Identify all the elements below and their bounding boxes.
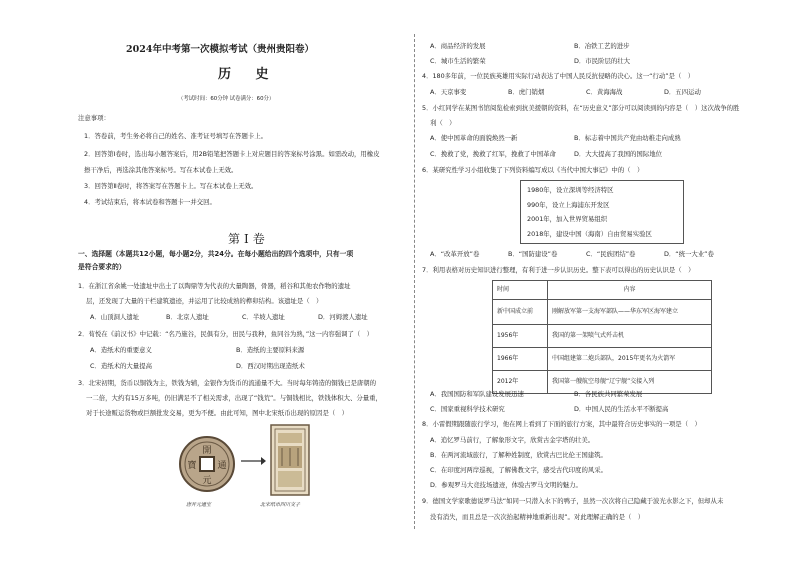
question-6-text: 6．某研究性学习小组收集了下列资料编写成以《当代中国大事记》中的（ ） bbox=[422, 166, 644, 174]
q7-option-d[interactable]: D．中国人民的生活水平不断提高 bbox=[574, 405, 669, 413]
notice-heading: 注意事项： bbox=[78, 114, 110, 122]
q8-option-d[interactable]: D．参观罗马大竞技场遗迹，体验古罗马文明的魅力。 bbox=[430, 481, 582, 489]
q4-option-d[interactable]: D．五四运动 bbox=[664, 88, 701, 96]
q3-option-b[interactable]: B．冶铁工艺的进步 bbox=[574, 42, 630, 50]
q6-event: 2001年，加入世界贸易组织 bbox=[527, 215, 608, 223]
left-column bbox=[78, 0, 408, 562]
coin-caption: 唐开元通宝 bbox=[186, 502, 212, 508]
table-header-row bbox=[493, 281, 712, 300]
q4-option-b[interactable]: B．虎门销烟 bbox=[508, 88, 545, 96]
question-8-text: 8．小雷假期跟随旅行学习，他在网上看到了下面的旅行方案，其中最符合历史事实的一项是（ ） bbox=[422, 420, 701, 428]
q6-option-c[interactable]: C．“民族团结”卷 bbox=[586, 250, 636, 258]
table-row bbox=[493, 325, 712, 348]
q4-option-c[interactable]: C．黄海海战 bbox=[586, 88, 623, 96]
q6-option-a[interactable]: A．“改革开放”卷 bbox=[430, 250, 480, 258]
q6-option-d[interactable]: D．“统一大业”卷 bbox=[664, 250, 714, 258]
column-divider bbox=[414, 34, 415, 529]
subject-title: 历 史 bbox=[218, 67, 279, 82]
q2-option-a[interactable]: A．造纸术的重要意义 bbox=[90, 346, 152, 354]
q6-event: 990年，设立上海浦东开发区 bbox=[527, 200, 610, 209]
table-header: 时间 bbox=[493, 281, 548, 300]
table-cell: 新中国成立前 bbox=[493, 300, 548, 325]
q1-option-b[interactable]: B．北京人遗址 bbox=[166, 313, 209, 321]
question-5-text: 利（ ） bbox=[430, 119, 456, 127]
q6-event: 2018年，建设中国（海南）自由贸易实验区 bbox=[527, 229, 652, 238]
table-cell: 我国第一艘航空母舰“辽宁舰”交接入列 bbox=[548, 371, 712, 394]
exam-title: 2024年中考第一次模拟考试（贵州贵阳卷） bbox=[126, 44, 314, 55]
section-title: 第Ⅰ卷 bbox=[228, 232, 269, 246]
table-cell: 刚解放军第一支海军部队——华东军区海军建立 bbox=[548, 300, 712, 325]
table-cell: 1956年 bbox=[493, 325, 548, 348]
q6-events-box bbox=[520, 180, 684, 244]
question-3-text: 对于长途贩运货物或巨额批发交易，更为不便。由此可知，图中北宋纸币出现的原因是（ ） bbox=[86, 409, 349, 417]
notice-item: 2．回答第Ⅰ卷时，选出每小题答案后，用2B铅笔把答题卡上对应题目的答案标号涂黑。如需改动，用橡皮 bbox=[84, 150, 380, 158]
svg-text:寶: 寶 bbox=[187, 461, 197, 471]
q3-option-d[interactable]: D．市民阶层的壮大 bbox=[574, 57, 631, 65]
notice-item: 1．答卷前，考生务必将自己的姓名、准考证号填写在答题卡上。 bbox=[84, 132, 268, 140]
section-instruction: 一、选择题（本题共12小题，每小题2分，共24分。在每小题给出的四个选项中，只有一项 bbox=[78, 250, 354, 258]
q6-option-b[interactable]: B．“国防建设”卷 bbox=[508, 250, 558, 258]
right-column bbox=[422, 0, 762, 562]
table-cell: 我国的第一架喷气式歼击机 bbox=[548, 325, 712, 348]
table-cell: 中国组建第二炮兵部队，2015年更名为火箭军 bbox=[548, 348, 712, 371]
table-row bbox=[493, 300, 712, 325]
question-5-text: 5．小红同学在某图书馆阅览检索到抗美援朝的资料，在“历史意义”部分可以阅读到的内容是（ ）这次战争的胜 bbox=[422, 104, 740, 112]
q1-option-a[interactable]: A．山顶洞人遗址 bbox=[90, 313, 140, 321]
question-1-text: 层，还发现了大量的干栏建筑遗迹，并运用了比较成熟的榫卯结构。该遗址是（ ） bbox=[86, 297, 323, 305]
q8-option-a[interactable]: A．追忆罗马前行，了解象形文字，欣赏古金字塔的壮美。 bbox=[430, 436, 595, 444]
q3-option-c[interactable]: C．城市生活的繁荣 bbox=[430, 57, 486, 65]
q8-option-b[interactable]: B．在两河流域旅行，了解种姓制度，欣赏古巴比伦王国建筑。 bbox=[430, 451, 607, 459]
q8-option-c[interactable]: C．在印度河两岸巡视，了解佛教文字，感受古代印度的风采。 bbox=[430, 466, 608, 474]
exam-info: （考试时间：60分钟 试卷满分：60分） bbox=[178, 96, 275, 102]
notice-item: 3．回答第Ⅱ卷时，将答案写在答题卡上。写在本试卷上无效。 bbox=[84, 182, 258, 190]
notice-item: 4．考试结束后，将本试卷和答题卡一并交回。 bbox=[84, 198, 216, 206]
q5-option-c[interactable]: C．挽救了党，挽救了红军，挽救了中国革命 bbox=[430, 150, 556, 158]
question-3-text: 3．北宋初期，货币以铜钱为主，铁钱为辅，金银作为货币的流通量不大。当时每年铸造的铜钱已是唐朝的 bbox=[78, 379, 377, 387]
table-cell: 1966年 bbox=[493, 348, 548, 371]
notice-item: 擦干净后，再选涂其他答案标号。写在本试卷上无效。 bbox=[84, 166, 238, 174]
q5-option-b[interactable]: B．标志着中国共产党由幼稚走向成熟 bbox=[574, 134, 681, 142]
kaiyuan-coin-image bbox=[178, 434, 236, 494]
question-9-text: 没有消失，而且总是一次次抬起精神地重新出现”。对此理解正确的是（ ） bbox=[430, 513, 645, 521]
arrow-icon bbox=[240, 455, 266, 467]
q7-option-a[interactable]: A．我国国防和军队建设发展迅速 bbox=[430, 390, 524, 398]
q5-option-a[interactable]: A．使中国革命的面貌焕然一新 bbox=[430, 134, 518, 142]
q3-option-a[interactable]: A．商品经济的发展 bbox=[430, 42, 486, 50]
question-2-text: 2．荀悦在《前汉书》中记载：“名乃施谷，民俱有分，田民与我种，鱼同谷为熟，”这一内容强调了（ ） bbox=[78, 330, 374, 338]
q7-option-c[interactable]: C．国家重视科学技术研究 bbox=[430, 405, 505, 413]
q1-option-c[interactable]: C．半坡人遗址 bbox=[242, 313, 285, 321]
question-4-text: 4．180多年前，一位民族英雄用实际行动表达了中国人民反抗侵略的决心。这一“行动”是（ ） bbox=[422, 72, 695, 80]
table-cell: 2012年 bbox=[493, 371, 548, 394]
svg-text:通: 通 bbox=[217, 461, 227, 471]
q4-option-a[interactable]: A．天京事变 bbox=[430, 88, 467, 96]
q7-table bbox=[492, 280, 712, 394]
section-instruction: 是符合要求的） bbox=[78, 263, 126, 271]
question-1-text: 1．在浙江省余姚一处遗址中出土了以陶鼎等为代表的大量陶器，骨器，稻谷和其他农作物的遗址 bbox=[78, 282, 351, 290]
q7-option-b[interactable]: B．各民族共同繁荣发展 bbox=[574, 390, 643, 398]
q2-option-c[interactable]: C．造纸术的大量提高 bbox=[90, 362, 152, 370]
question-3-text: 一二倍，大约有15万多吨，仍旧满足不了相关需求，出现了“钱荒”。与铜钱相比，铁钱体积大、分量重， bbox=[86, 394, 382, 402]
table-row bbox=[493, 348, 712, 371]
q1-option-d[interactable]: D．河姆渡人遗址 bbox=[318, 313, 368, 321]
question-7-text: 7．利用表格对历史知识进行整理，有利于进一步认识历史。整下表可以得出的历史认识是（ ） bbox=[422, 266, 695, 274]
jiaozi-caption: 北宋纸币四川交子 bbox=[260, 502, 301, 508]
svg-text:元: 元 bbox=[202, 476, 212, 486]
table-header: 内容 bbox=[548, 281, 712, 300]
question-9-text: 9．德国文学家歌德说罗马法“如同一只潜入水下的鸭子，虽然一次次将自己隐藏于波光水影之下，但却从未 bbox=[422, 497, 724, 505]
q2-option-d[interactable]: D．西汉时期出现造纸术 bbox=[236, 362, 305, 370]
jiaozi-note-image bbox=[270, 424, 310, 496]
q6-event: 1980年，设立深圳等经济特区 bbox=[527, 186, 614, 194]
q5-option-d[interactable]: D．大大提高了我国的国际地位 bbox=[574, 150, 662, 158]
svg-text:開: 開 bbox=[202, 446, 212, 456]
q2-option-b[interactable]: B．造纸的主要原料来源 bbox=[236, 346, 305, 354]
